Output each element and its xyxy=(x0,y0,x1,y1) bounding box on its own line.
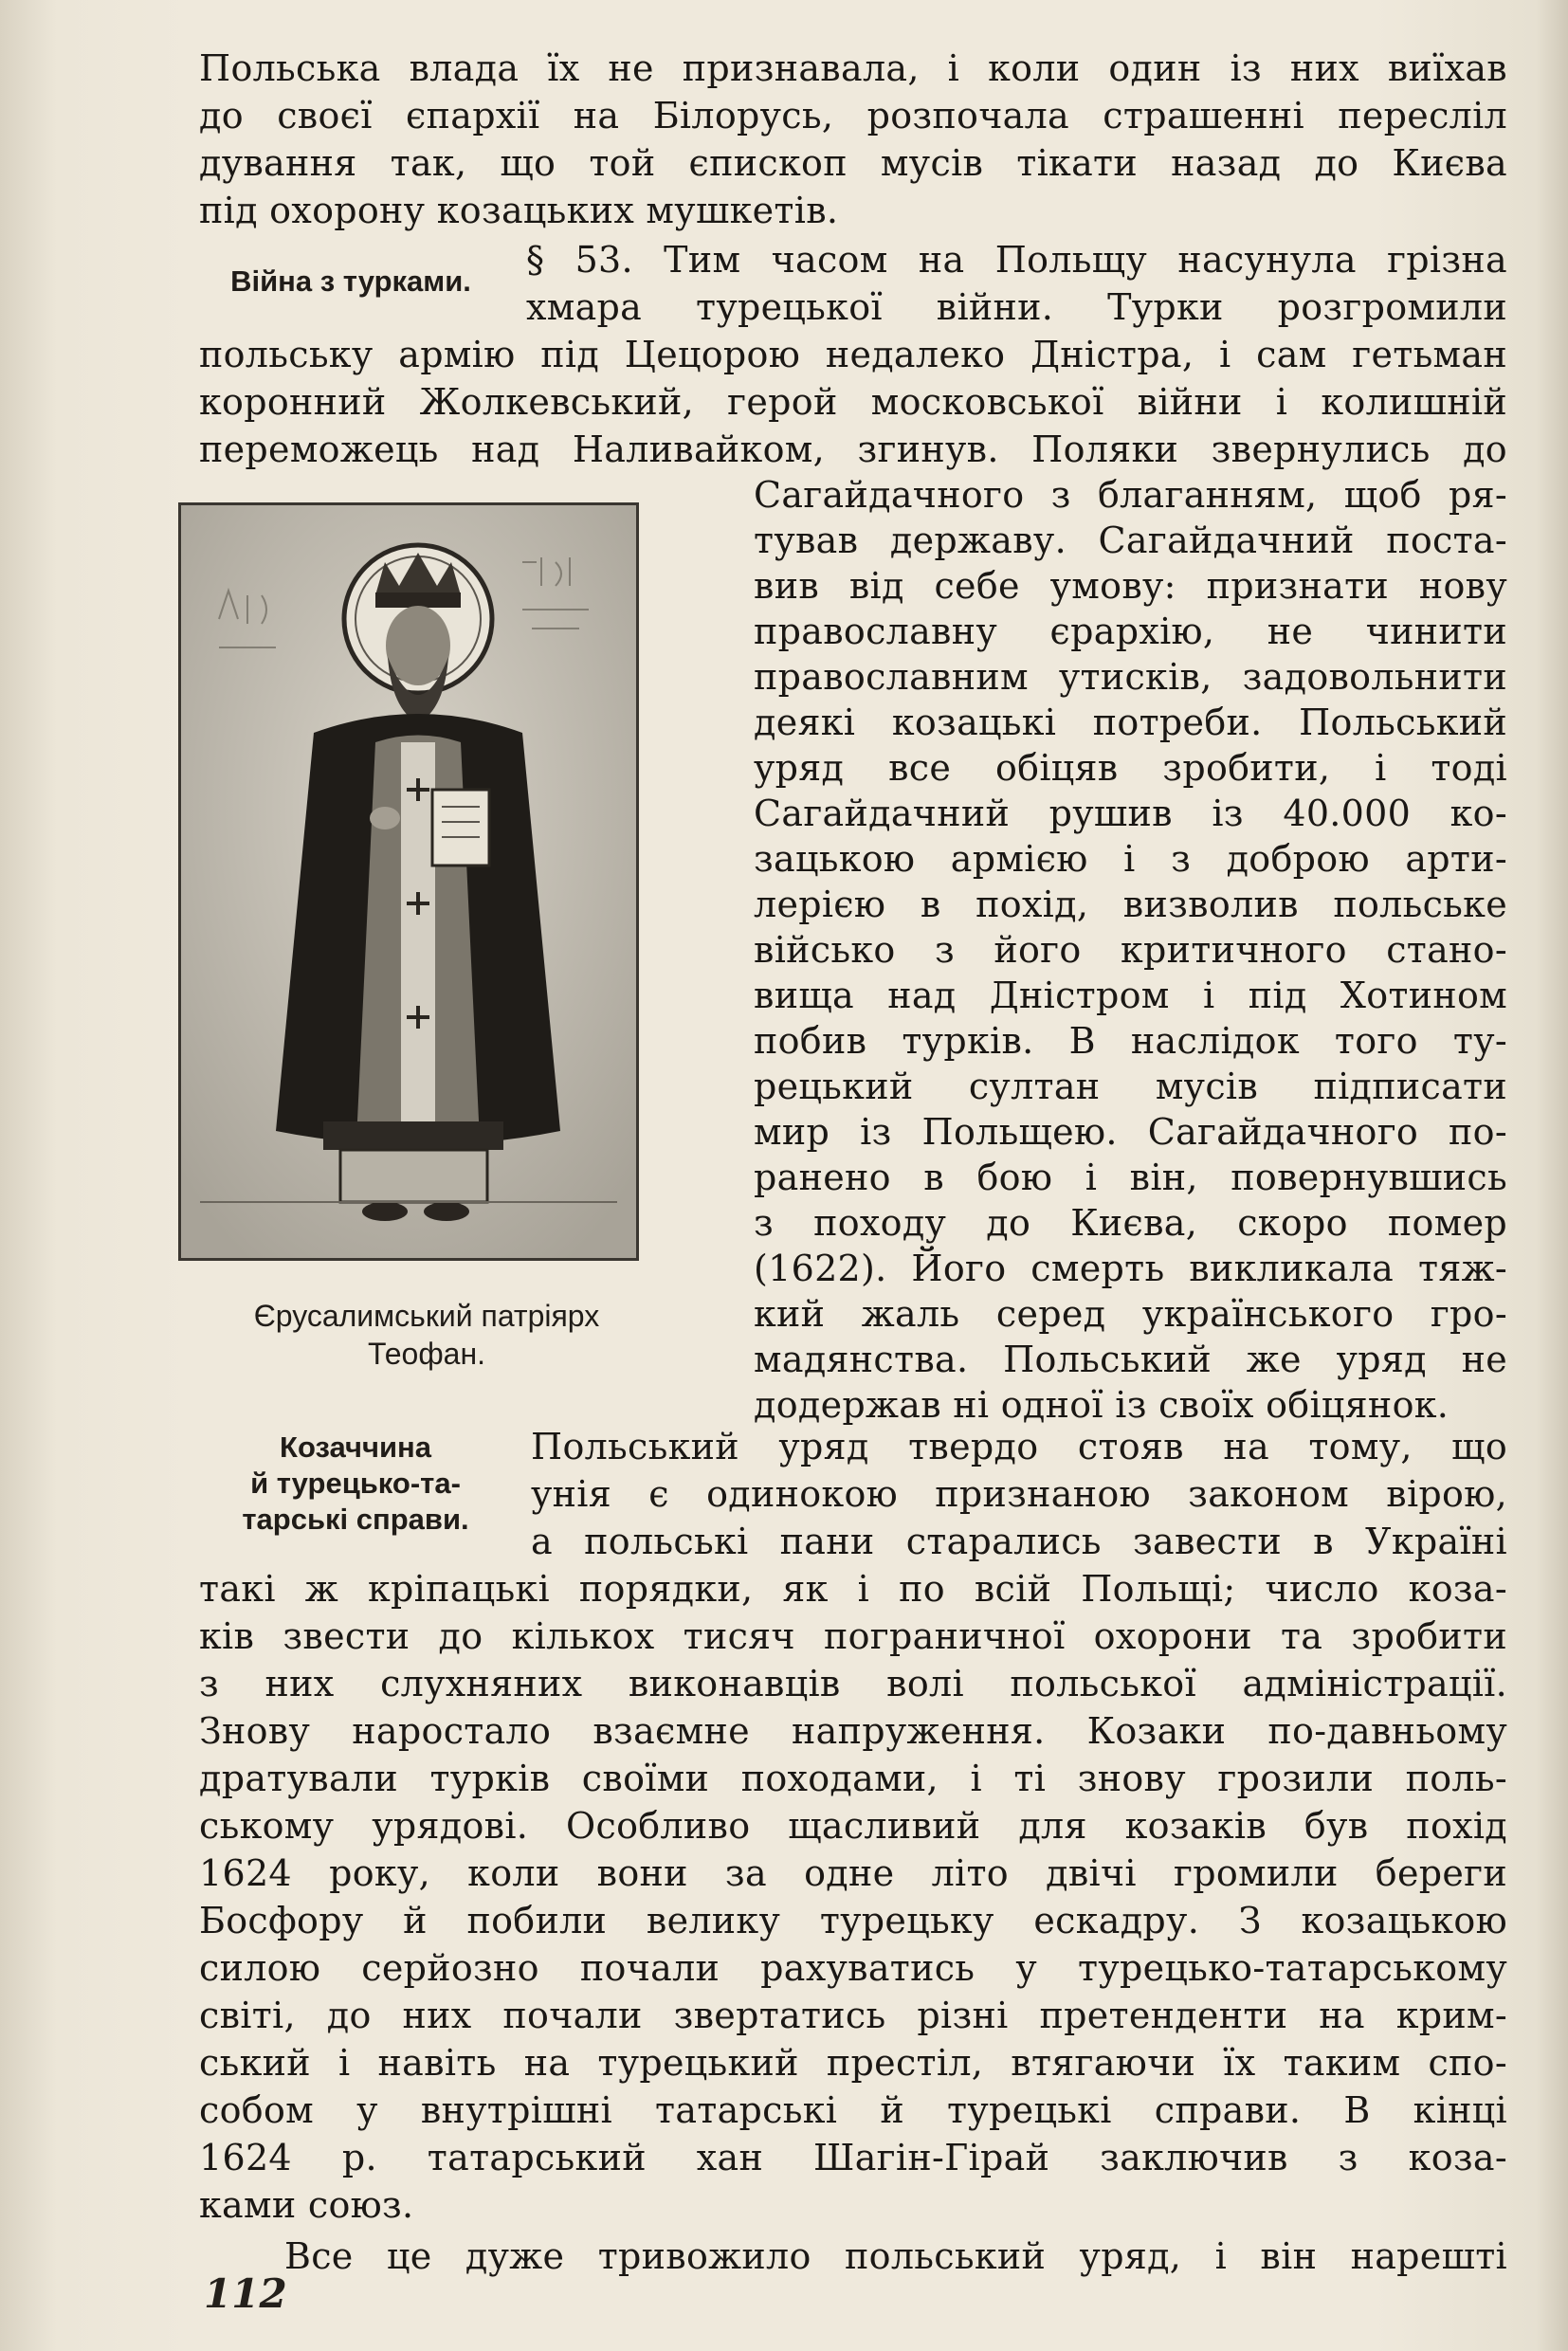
text-line: такі ж кріпацькі порядки, як і по всій Польщі; число коза- xyxy=(199,1568,1507,1610)
text-line: кий жаль серед українського гро- xyxy=(754,1293,1507,1335)
patriarch-illustration xyxy=(178,502,639,1261)
text-line: вища над Дністром і під Хотином xyxy=(754,975,1507,1016)
text-line: зацькою армією і з доброю арти- xyxy=(754,838,1507,880)
text-line: дування так, що той єпископ мусів тікати назад до Києва xyxy=(199,142,1507,184)
text-line: військо з його критичного стано- xyxy=(754,929,1507,971)
text-line: хмара турецької війни. Турки розгромили xyxy=(526,286,1507,328)
text-line: Сагайдачного з благанням, щоб ря- xyxy=(754,474,1507,516)
text-line: православним утисків, задовольнити xyxy=(754,656,1507,698)
text-line: уряд все обіцяв зробити, і тоді xyxy=(754,747,1507,789)
text-line: Босфору й побили велику турецьку ескадру. З козацькою xyxy=(199,1900,1507,1941)
text-line: дратували турків своїми походами, і ті знову грозили поль- xyxy=(199,1758,1507,1799)
side-heading-war-with-turks: Війна з турками. xyxy=(230,264,471,298)
text-line: (1622). Його смерть викликала тяж- xyxy=(754,1248,1507,1289)
text-line: лерією в похід, визволив польське xyxy=(754,884,1507,925)
figure-caption: Єрусалимський патріярх Теофан. xyxy=(253,1299,600,1371)
text-line: деякі козацькі потреби. Польський xyxy=(754,702,1507,743)
text-line: силою серйозно почали рахуватись у турецько-татарському xyxy=(199,1947,1507,1989)
text-line: 1624 р. татарський хан Шагін-Гірай заключив з коза- xyxy=(199,2137,1507,2178)
text-line: рецький султан мусів підписати xyxy=(754,1066,1507,1107)
text-line: мир із Польщею. Сагайдачного по- xyxy=(754,1111,1507,1153)
text-line: Знову наростало взаємне напруження. Козаки по-давньому xyxy=(199,1710,1507,1752)
text-line: Сагайдачний рушив із 40.000 ко- xyxy=(754,793,1507,834)
text-line: Польський уряд твердо стояв на тому, що xyxy=(531,1426,1507,1467)
text-line: 1624 року, коли вони за одне літо двічі громили береги xyxy=(199,1852,1507,1894)
text-line: ранено в бою і він, повернувшись xyxy=(754,1157,1507,1198)
text-line: мадянства. Польський же уряд не xyxy=(754,1339,1507,1380)
text-line: Польська влада їх не признавала, і коли один із них виїхав xyxy=(199,47,1507,89)
text-line: коронний Жолкевський, герой московської війни і колишній xyxy=(199,381,1507,423)
text-line: переможець над Наливайком, згинув. Поляки звернулись до xyxy=(199,428,1507,470)
text-line: світі, до них почали звертатись різні претенденти на крим- xyxy=(199,1995,1507,2036)
text-line: Все це дуже тривожило польський уряд, і він нарешті xyxy=(284,2235,1507,2277)
text-line: з них слухняних виконавців волі польської адміністрації. xyxy=(199,1663,1507,1704)
text-line: під охорону козацьких мушкетів. xyxy=(199,190,839,231)
text-line: польську армію під Цецорою недалеко Дністра, і сам гетьман xyxy=(199,334,1507,375)
text-line: унія є одинокою признаною законом вірою, xyxy=(531,1473,1507,1515)
text-line: побив турків. В наслідок того ту- xyxy=(754,1020,1507,1062)
text-line: ський і навіть на турецький престіл, втягаючи їх таким спо- xyxy=(199,2042,1507,2084)
side-heading-cossacks-turkish-tatar-affairs: Козаччина й турецько-та- тарські справи. xyxy=(242,1431,469,1536)
patriarch-figure-icon xyxy=(181,505,636,1258)
text-line: вив від себе умову: признати нову xyxy=(754,565,1507,607)
text-line: до своєї єпархії на Білорусь, розпочала страшенні пересліл xyxy=(199,95,1507,137)
text-line: додержав ні одної із своїх обіцянок. xyxy=(754,1384,1449,1426)
text-line: а польські пани старались завести в Україні xyxy=(531,1521,1507,1562)
text-line: ків звести до кількох тисяч пограничної охорони та зробити xyxy=(199,1615,1507,1657)
text-line: з походу до Києва, скоро помер xyxy=(754,1202,1507,1244)
text-line: ському урядові. Особливо щасливий для козаків був похід xyxy=(199,1805,1507,1847)
text-line: тував державу. Сагайдачний поста- xyxy=(754,519,1507,561)
text-line: собом у внутрішні татарські й турецькі справи. В кінці xyxy=(199,2089,1507,2131)
text-line: § 53. Тим часом на Польщу насунула грізна xyxy=(526,239,1507,281)
text-line: ками союз. xyxy=(199,2184,414,2226)
page-number: 112 xyxy=(204,2270,287,2317)
text-line: православну єрархію, не чинити xyxy=(754,611,1507,652)
